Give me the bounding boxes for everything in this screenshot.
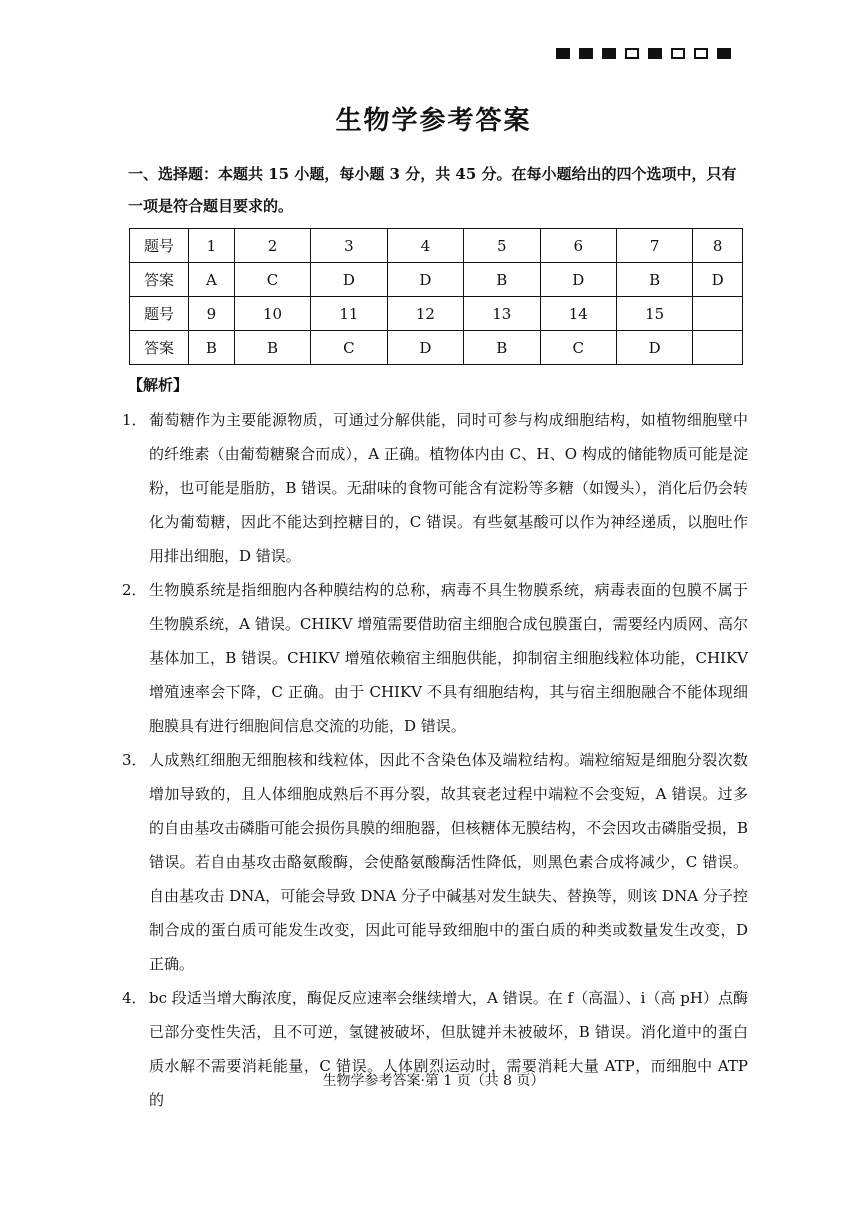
table-cell: 4 <box>387 229 463 263</box>
header-mark <box>556 48 570 59</box>
table-cell: 15 <box>616 297 692 331</box>
page-title: 生物学参考答案 <box>335 106 532 136</box>
table-cell: 2 <box>234 229 310 263</box>
table-row-header: 答案 <box>130 263 189 297</box>
table-cell: B <box>464 331 540 365</box>
header-mark <box>694 48 708 59</box>
header-mark <box>625 48 639 59</box>
table-cell: 14 <box>540 297 616 331</box>
table-row <box>130 229 743 263</box>
table-cell <box>693 297 743 331</box>
analysis-item <box>122 403 748 573</box>
table-cell: D <box>387 331 463 365</box>
page-footer: 生物学参考答案·第 1 页（共 8 页） <box>322 1073 545 1089</box>
analysis-item <box>122 743 748 981</box>
analysis-item-text: 生物膜系统是指细胞内各种膜结构的总称，病毒不具生物膜系统，病毒表面的包膜不属于生物膜系统，A 错误。CHIKV 增殖需要借助宿主细胞合成包膜蛋白，需要经内质网、高尔基体加工，B 错误。CHIKV 增殖依赖宿主细胞供能，抑制宿主细胞线粒体功能，CHIKV 增殖速率会下降，C 正确。由于 CHIKV 不具有细胞结构，其与宿主细胞融合不能体现细胞膜具有进行细胞间信息交流的功能，D 错误。 <box>149 581 748 735</box>
table-row <box>130 297 743 331</box>
table-row <box>130 331 743 365</box>
analysis-item <box>122 573 748 743</box>
analysis-item <box>122 981 748 1117</box>
analysis-item-text: 人成熟红细胞无细胞核和线粒体，因此不含染色体及端粒结构。端粒缩短是细胞分裂次数增加导致的，且人体细胞成熟后不再分裂，故其衰老过程中端粒不会变短，A 错误。过多的自由基攻击磷脂可能会损伤具膜的细胞器，但核糖体无膜结构，不会因攻击磷脂受损，B 错误。若自由基攻击酪氨酸酶，会使酪氨酸酶活性降低，则黑色素合成将减少，C 错误。自由基攻击 DNA，可能会导致 DNA 分子中碱基对发生缺失、替换等，则该 DNA 分子控制合成的蛋白质可能发生改变，因此可能导致细胞中的蛋白质的种类或数量发生改变，D 正确。 <box>149 751 748 973</box>
header-marks <box>556 48 731 59</box>
table-cell: D <box>616 331 692 365</box>
analysis-items <box>122 403 748 1117</box>
table-cell: C <box>234 263 310 297</box>
table-row <box>130 263 743 297</box>
table-cell: 13 <box>464 297 540 331</box>
header-mark <box>602 48 616 59</box>
section-heading <box>128 158 748 222</box>
table-cell <box>693 331 743 365</box>
table-cell: 7 <box>616 229 692 263</box>
table-cell: 5 <box>464 229 540 263</box>
answer-table <box>129 228 743 365</box>
table-cell: C <box>311 331 387 365</box>
table-cell: C <box>540 331 616 365</box>
table-cell: B <box>189 331 235 365</box>
header-mark <box>648 48 662 59</box>
table-cell: D <box>540 263 616 297</box>
table-cell: 11 <box>311 297 387 331</box>
table-cell: 3 <box>311 229 387 263</box>
table-cell: 12 <box>387 297 463 331</box>
analysis-item-number: 1． <box>122 411 147 429</box>
table-cell: 1 <box>189 229 235 263</box>
table-cell: 10 <box>234 297 310 331</box>
header-mark <box>579 48 593 59</box>
table-cell: B <box>234 331 310 365</box>
table-cell: 8 <box>693 229 743 263</box>
table-cell: D <box>387 263 463 297</box>
table-cell: 9 <box>189 297 235 331</box>
analysis-item-number: 3． <box>122 751 147 769</box>
table-cell: A <box>189 263 235 297</box>
header-mark <box>717 48 731 59</box>
table-cell: D <box>311 263 387 297</box>
table-row-header: 题号 <box>130 297 189 331</box>
analysis-item-text: bc 段适当增大酶浓度，酶促反应速率会继续增大，A 错误。在 f（高温）、i（高 pH）点酶已部分变性失活，且不可逆，氢键被破坏，但肽键并未被破坏，B 错误。消化道中的蛋白质水解不需要消耗能量，C 错误。人体剧烈运动时，需要消耗大量 ATP，而细胞中 ATP 的 <box>149 989 748 1109</box>
table-row-header: 题号 <box>130 229 189 263</box>
table-cell: B <box>464 263 540 297</box>
table-cell: 6 <box>540 229 616 263</box>
header-mark <box>671 48 685 59</box>
section-heading-text: 一、选择题：本题共 15 小题，每小题 3 分，共 45 分。在每小题给出的四个选项中，只有一项是符合题目要求的。 <box>128 165 737 215</box>
analysis-item-number: 4． <box>122 989 147 1007</box>
analysis-item-number: 2． <box>122 581 147 599</box>
analysis-item-text: 葡萄糖作为主要能源物质，可通过分解供能，同时可参与构成细胞结构，如植物细胞壁中的纤维素（由葡萄糖聚合而成），A 正确。植物体内由 C、H、O 构成的储能物质可能是淀粉，也可能是脂肪，B 错误。无甜味的食物可能含有淀粉等多糖（如馒头），消化后仍会转化为葡萄糖，因此不能达到控糖目的，C 错误。有些氨基酸可以作为神经递质，以胞吐作用排出细胞，D 错误。 <box>149 411 748 565</box>
table-cell: D <box>693 263 743 297</box>
table-row-header: 答案 <box>130 331 189 365</box>
table-cell: B <box>616 263 692 297</box>
analysis-label: 【解析】 <box>128 376 189 394</box>
